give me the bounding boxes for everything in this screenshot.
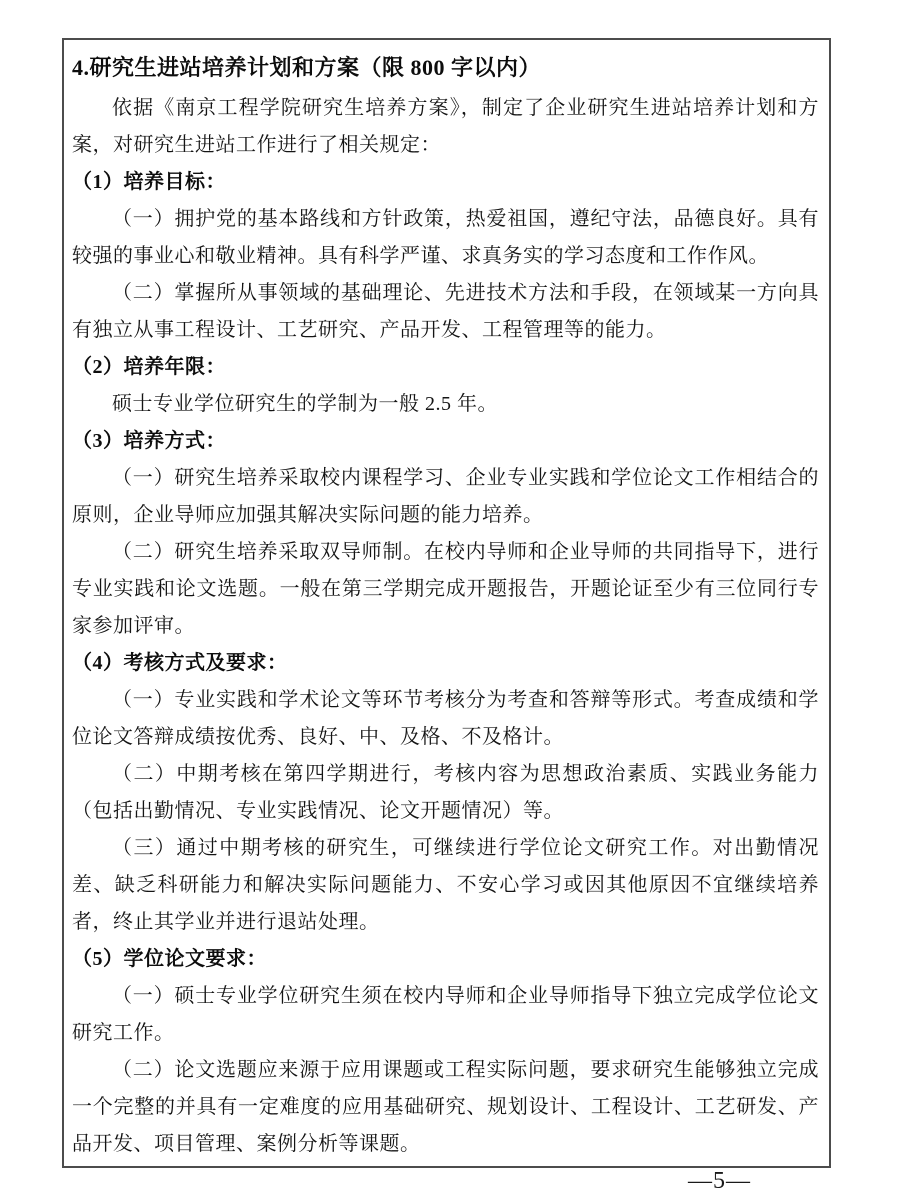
paragraph-goal-1: （一）拥护党的基本路线和方针政策，热爱祖国，遵纪守法，品德良好。具有较强的事业心和敬业精神。具有科学严谨、求真务实的学习态度和工作作风。 bbox=[72, 208, 819, 267]
paragraph-thesis-1: （一）硕士专业学位研究生须在校内导师和企业导师指导下独立完成学位论文研究工作。 bbox=[72, 985, 819, 1044]
section-heading-4: （4）考核方式及要求： bbox=[72, 652, 288, 674]
paragraph-assess-1: （一）专业实践和学术论文等环节考核分为考查和答辩等形式。考查成绩和学位论文答辩成绩按优秀、良好、中、及格、不及格计。 bbox=[72, 689, 819, 748]
section-heading-2: （2）培养年限： bbox=[72, 356, 226, 378]
page-number: —5— bbox=[688, 1168, 751, 1194]
document-title: 4.研究生进站培养计划和方案（限 800 字以内） bbox=[72, 55, 542, 80]
paragraph-assess-2: （二）中期考核在第四学期进行，考核内容为思想政治素质、实践业务能力（包括出勤情况、专业实践情况、论文开题情况）等。 bbox=[72, 763, 819, 822]
document-frame bbox=[62, 38, 831, 1168]
paragraph-mode-1: （一）研究生培养采取校内课程学习、企业专业实践和学位论文工作相结合的原则，企业导师应加强其解决实际问题的能力培养。 bbox=[72, 467, 819, 526]
paragraph-assess-3: （三）通过中期考核的研究生，可继续进行学位论文研究工作。对出勤情况差、缺乏科研能力和解决实际问题能力、不安心学习或因其他原因不宜继续培养者，终止其学业并进行退站处理。 bbox=[72, 837, 819, 933]
paragraph-mode-2: （二）研究生培养采取双导师制。在校内导师和企业导师的共同指导下，进行专业实践和论文选题。一般在第三学期完成开题报告，开题论证至少有三位同行专家参加评审。 bbox=[72, 541, 819, 637]
section-heading-1: （1）培养目标： bbox=[72, 171, 226, 193]
paragraph-intro: 依据《南京工程学院研究生培养方案》，制定了企业研究生进站培养计划和方案，对研究生进站工作进行了相关规定： bbox=[72, 97, 819, 156]
paragraph-thesis-2: （二）论文选题应来源于应用课题或工程实际问题，要求研究生能够独立完成一个完整的并具有一定难度的应用基础研究、规划设计、工程设计、工艺研发、产品开发、项目管理、案例分析等课题。 bbox=[72, 1059, 819, 1155]
section-heading-3: （3）培养方式： bbox=[72, 430, 226, 452]
paragraph-goal-2: （二）掌握所从事领域的基础理论、先进技术方法和手段，在领域某一方向具有独立从事工程设计、工艺研究、产品开发、工程管理等的能力。 bbox=[72, 282, 819, 341]
paragraph-duration: 硕士专业学位研究生的学制为一般 2.5 年。 bbox=[112, 393, 498, 415]
section-heading-5: （5）学位论文要求： bbox=[72, 948, 267, 970]
